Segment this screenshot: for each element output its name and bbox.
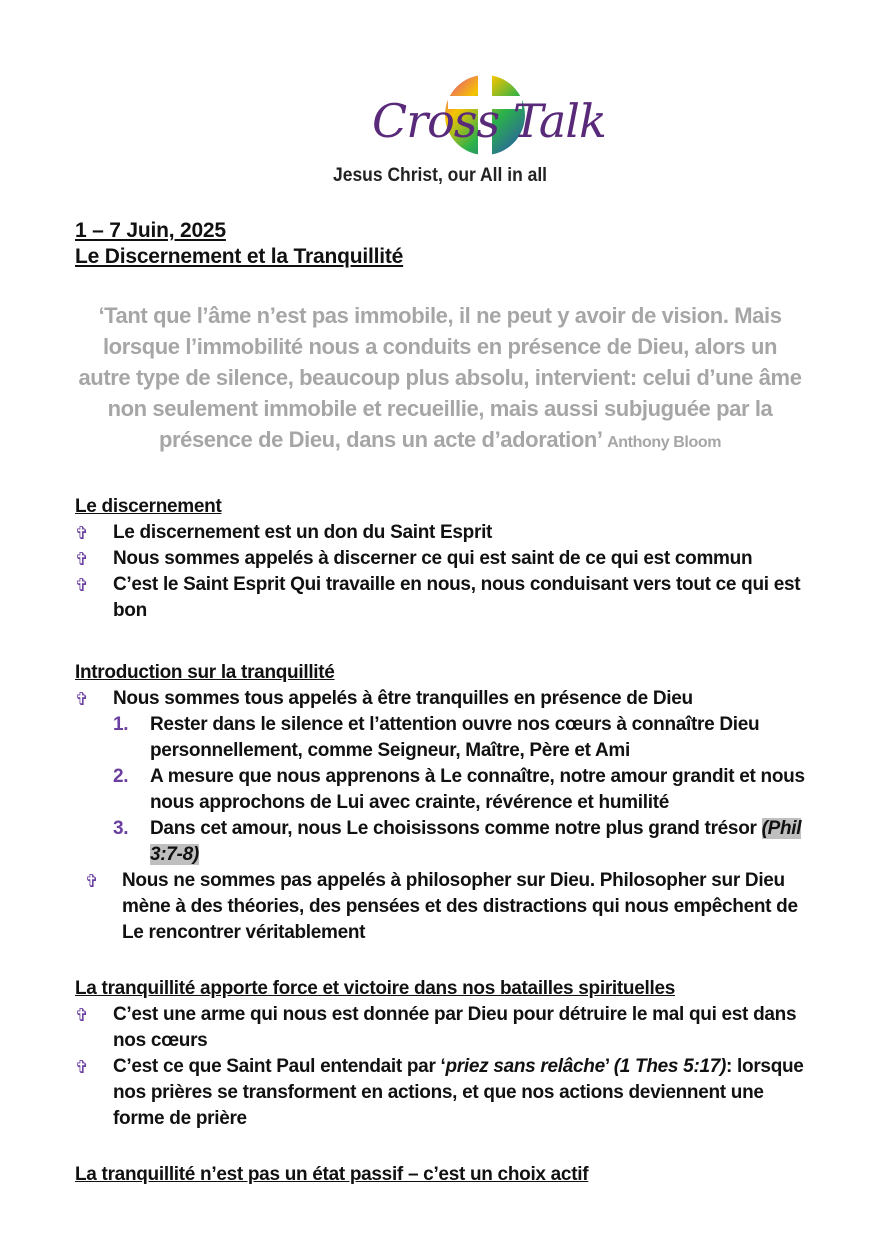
section-heading: La tranquillité apporte force et victoire dans nos batailles spirituelles bbox=[75, 978, 675, 999]
section-heading: Introduction sur la tranquillité bbox=[75, 662, 335, 683]
scripture-reference: (1 Thes 5:17) bbox=[613, 1056, 727, 1077]
page-title: Le Discernement et la Tranquillité bbox=[75, 245, 404, 268]
cross-bullet-icon: ✞ bbox=[75, 523, 89, 543]
cross-bullet-icon: ✞ bbox=[75, 575, 89, 595]
cross-bullet-icon: ✞ bbox=[75, 549, 89, 569]
cross-bullet-icon: ✞ bbox=[75, 689, 89, 709]
list-item: ✞ Nous ne sommes pas appelés à philosopher sur Dieu. Philosopher sur Dieu mène à des théories, des pensées et des distractions qui nous empêchent de Le rencontrer véritablement bbox=[85, 870, 798, 943]
section-passif bbox=[75, 1162, 805, 1188]
crosstalk-logo bbox=[360, 70, 606, 170]
section-discernement bbox=[75, 494, 805, 624]
list-item: ✞ Nous sommes appelés à discerner ce qui est saint de ce qui est commun bbox=[75, 546, 805, 572]
list-item: ✞ Le discernement est un don du Saint Esprit bbox=[75, 520, 805, 546]
section-heading: La tranquillité n’est pas un état passif – c’est un choix actif bbox=[75, 1164, 589, 1185]
tagline: Jesus Christ, our All in all bbox=[333, 165, 548, 186]
quoted-phrase: priez sans relâche bbox=[445, 1056, 605, 1077]
cross-bullet-icon: ✞ bbox=[85, 871, 99, 891]
numbered-item: 1. Rester dans le silence et l’attention ouvre nos cœurs à connaître Dieu personnellement, comme Seigneur, Maître, Père et Ami bbox=[113, 714, 760, 761]
logo-text: Cross Talk bbox=[372, 94, 606, 148]
quote-text: ‘Tant que l’âme n’est pas immobile, il ne peut y avoir de vision. Mais lorsque l’immobilité nous a conduits en présence de Dieu, alors un autre type de silence, beaucoup plus absolu, intervient: celui d’une âme non seulement immobile et recueillie, mais aussi subjuguée par la présence de Dieu, dans un acte d’adoration’ bbox=[78, 303, 802, 452]
section-heading: Le discernement bbox=[75, 496, 222, 517]
main-content bbox=[75, 218, 805, 1188]
date-range: 1 – 7 Juin, 2025 bbox=[75, 219, 226, 242]
item-number: 2. bbox=[113, 766, 129, 787]
numbered-item: 3. Dans cet amour, nous Le choisissons comme notre plus grand trésor (Phil 3:7-8) bbox=[113, 818, 802, 865]
quote-block bbox=[75, 300, 805, 458]
list-item: ✞ C’est ce que Saint Paul entendait par ‘priez sans relâche’ (1 Thes 5:17): lorsque nos prières se transforment en actions, et que nos actions deviennent une forme de prière bbox=[75, 1056, 804, 1129]
item-number: 1. bbox=[113, 714, 129, 735]
numbered-item: 2. A mesure que nous apprenons à Le connaître, notre amour grandit et nous nous approchons de Lui avec crainte, révérence et humilité bbox=[113, 766, 805, 813]
section-force bbox=[75, 976, 805, 1132]
section-introduction bbox=[75, 660, 805, 946]
scripture-reference: (Phil 3:7-8) bbox=[150, 818, 802, 865]
cross-bullet-icon: ✞ bbox=[75, 1057, 89, 1077]
list-item: ✞ C’est le Saint Esprit Qui travaille en nous, nous conduisant vers tout ce qui est bon bbox=[75, 574, 801, 621]
cross-bullet-icon: ✞ bbox=[75, 1005, 89, 1025]
quote-author: Anthony Bloom bbox=[607, 434, 722, 451]
list-item: ✞ Nous sommes tous appelés à être tranquilles en présence de Dieu bbox=[75, 686, 805, 712]
list-item: ✞ C’est une arme qui nous est donnée par Dieu pour détruire le mal qui est dans nos cœurs bbox=[75, 1004, 797, 1051]
item-number: 3. bbox=[113, 818, 129, 839]
